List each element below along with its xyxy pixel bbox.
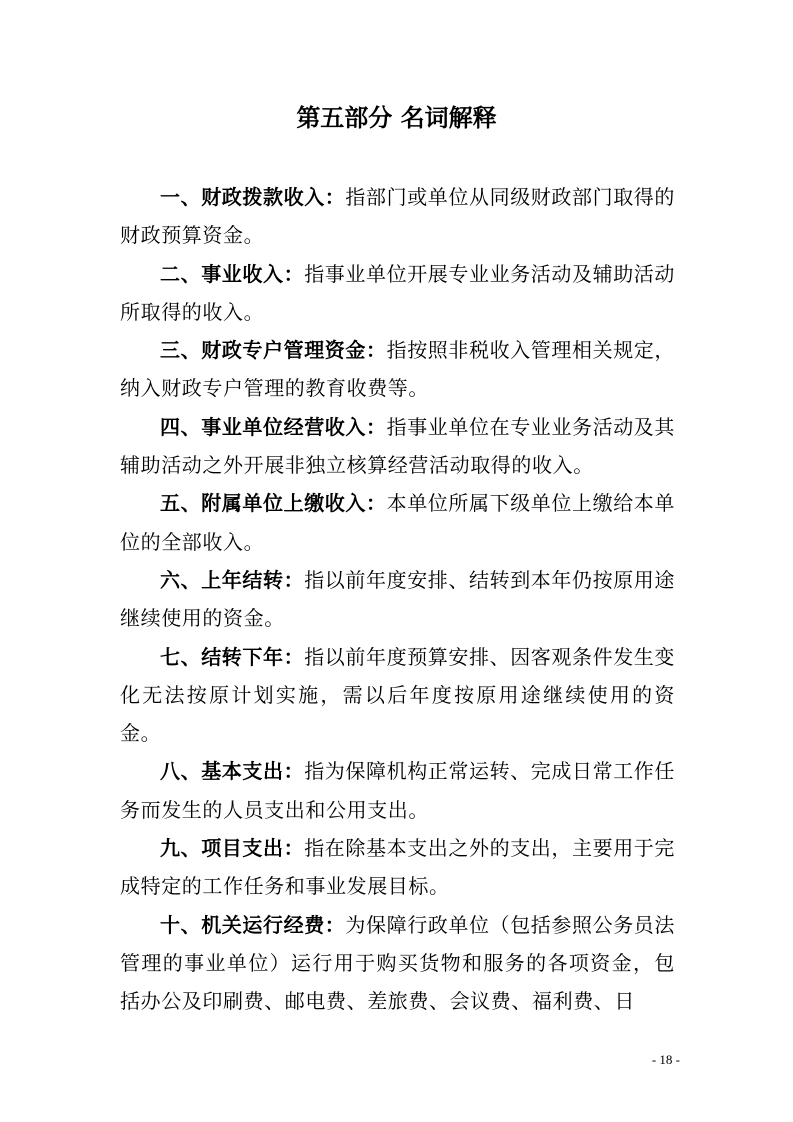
glossary-entry: [120, 752, 675, 829]
glossary-definition: 指按照非税收入管理相关规定，纳入财政专户管理的教育收费等。: [120, 338, 676, 401]
glossary-entry: [120, 829, 675, 906]
glossary-term: 十、机关运行经费：: [160, 912, 346, 937]
page-title: 第五部分 名词解释: [296, 104, 497, 132]
glossary-definition: 指事业单位在专业业务活动及其辅助活动之外开展非独立核算经营活动取得的收入。: [120, 414, 676, 478]
glossary-definition: 指为保障机构正常运转、完成日常工作任务而发生的人员支出和公用支出。: [120, 759, 676, 822]
glossary-entry: [120, 638, 675, 753]
glossary-entry: [120, 408, 675, 485]
glossary-definition: 指事业单位开展专业业务活动及辅助活动所取得的收入。: [120, 261, 676, 324]
glossary-entry: [120, 255, 675, 332]
glossary-entry: [120, 906, 675, 1021]
glossary-definition: 指以前年度安排、结转到本年仍按原用途继续使用的资金。: [120, 567, 676, 631]
glossary-term: 四、事业单位经营收入：: [160, 414, 387, 439]
glossary-term: 二、事业收入：: [160, 261, 305, 286]
glossary-entry: [120, 484, 675, 561]
glossary-entry: [120, 331, 675, 408]
glossary-definition: 本单位所属下级单位上缴给本单位的全部收入。: [120, 491, 676, 554]
glossary-term: 一、财政拨款收入：: [160, 185, 346, 209]
glossary-definition: 指部门或单位从同级财政部门取得的财政预算资金。: [120, 185, 676, 248]
glossary-definition: 指以前年度预算安排、因客观条件发生变化无法按原计划实施，需以后年度按原用途继续使用的资金。: [120, 644, 676, 746]
glossary-definition: 指在除基本支出之外的支出，主要用于完成特定的工作任务和事业发展目标。: [120, 836, 676, 899]
glossary-term: 三、财政专户管理资金：: [160, 338, 387, 363]
glossary-term: 五、附属单位上缴收入：: [160, 491, 387, 516]
glossary-term: 六、上年结转：: [160, 567, 305, 592]
glossary-list: [120, 178, 675, 1021]
glossary-entry: [120, 561, 675, 638]
glossary-definition: 为保障行政单位（包括参照公务员法管理的事业单位）运行用于购买货物和服务的各项资金，包括办公及印刷费、邮电费、差旅费、会议费、福利费、日: [120, 912, 676, 1014]
glossary-term: 八、基本支出：: [160, 759, 305, 784]
glossary-term: 九、项目支出：: [160, 836, 305, 861]
glossary-entry: [120, 178, 675, 255]
glossary-term: 七、结转下年：: [160, 644, 305, 669]
page-number: - 18 -: [651, 1052, 680, 1067]
